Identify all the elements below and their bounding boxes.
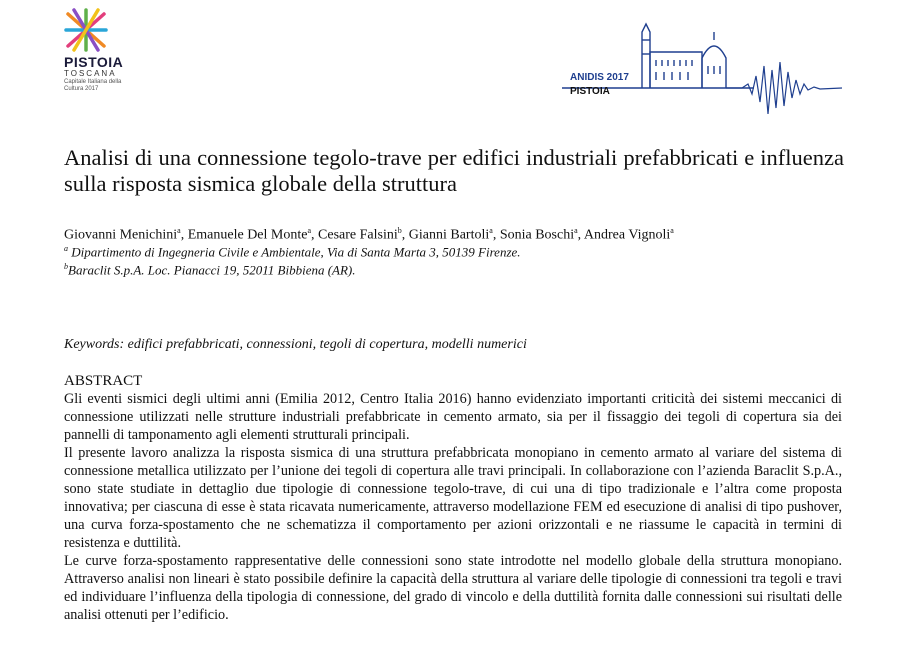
author-affil-mark: b [397,226,402,235]
conference-city: PISTOIA [570,86,610,97]
abstract-paragraph: Gli eventi sismici degli ultimi anni (Emilia 2012, Centro Italia 2016) hanno evidenziato importanti criticità dei sistemi meccanici di connessione utilizzati nelle strutture industriali prefabbricate in cemento armato, sia per il fissaggio dei tegoli di copertura sia dei pannelli di tamponamento agli elementi strutturali principali. [64,391,842,443]
skyline-seismogram-icon [562,10,842,120]
author-name: Sonia Boschi [499,227,575,243]
affiliation-text: Dipartimento di Ingegneria Civile e Ambientale, Via di Santa Marta 3, 50139 Firenze. [68,244,521,260]
author-affil-mark: a [307,226,312,235]
author-name: Gianni Bartoli [408,227,490,243]
affiliation-b [64,259,844,278]
author-affil-mark: a [670,226,674,235]
abstract-paragraph: Le curve forza-spostamento rappresentative delle connessioni sono state introdotte nel modello globale della struttura monopiano. Attraverso analisi non lineari è stato possibile definire la capacità della struttura al variare delle tipologie di connessioni tra tegoli e travi ed individuare l’influenza della tipologia di connessione, del grado di vincolo e della duttilità fornita dalle connessioni sui risultati delle analisi ottenuti per l’edificio. [64,553,842,623]
author-name: Giovanni Menichini [64,227,178,243]
author-list: Giovanni Menichini$^a$, Emanuele Del Monte$^a$, Cesare Falsini$^b$, Gianni Bartoli$^a$, Sonia Boschi$^a$, Andrea Vignoli$^a$ [64,226,674,243]
page-header [0,0,900,125]
affiliation-mark: b [64,262,68,271]
affiliation-text: Baraclit S.p.A. Loc. Pianacci 19, 52011 Bibbiena (AR). [68,262,356,278]
affiliation-mark: a [64,244,68,253]
conference-name: ANIDIS 2017 [570,72,629,83]
logo-name: PISTOIA [64,54,124,70]
author-name: Andrea Vignoli [583,227,671,243]
keywords: Keywords: edifici prefabbricati, connessioni, tegoli di copertura, modelli numerici [64,337,527,352]
pistoia-star-icon [64,8,108,52]
paper-title: Analisi di una connessione tegolo-trave per edifici industriali prefabbricati e influenza sulla risposta sismica globale della struttura [64,145,844,196]
abstract-heading: ABSTRACT [64,373,143,389]
abstract-body [64,390,842,624]
anidis-logo [562,10,842,120]
affiliation-a [64,241,844,260]
pistoia-logo [60,8,140,96]
logo-region: TOSCANA [64,69,117,78]
author-affil-mark: a [489,226,493,235]
author-affil-mark: a [574,226,578,235]
logo-caption: Capitale Italiana della Cultura 2017 [64,79,122,92]
author-name: Emanuele Del Monte [187,227,308,243]
author-name: Cesare Falsini [318,227,398,243]
author-affil-mark: a [177,226,181,235]
abstract-paragraph: Il presente lavoro analizza la risposta sismica di una struttura prefabbricata monopiano in cemento armato al variare del sistema di connessione metallica utilizzato per l’unione dei tegoli di copertura alle travi principali. In collaborazione con l’azienda Baraclit S.p.A., sono state studiate in dettaglio due tipologie di connessione tegolo-trave, di cui una di tipo tradizionale e l’altra come proposta innovativa; per ciascuna di esse è stata ricavata numericamente, attraverso modellazione FEM ed esecuzione di analisi di tipo pushover, una curva forza-spostamento che ne schematizza il comportamento per azioni orizzontali e ne riassume le capacità in termini di resistenza e duttilità. [64,445,842,551]
